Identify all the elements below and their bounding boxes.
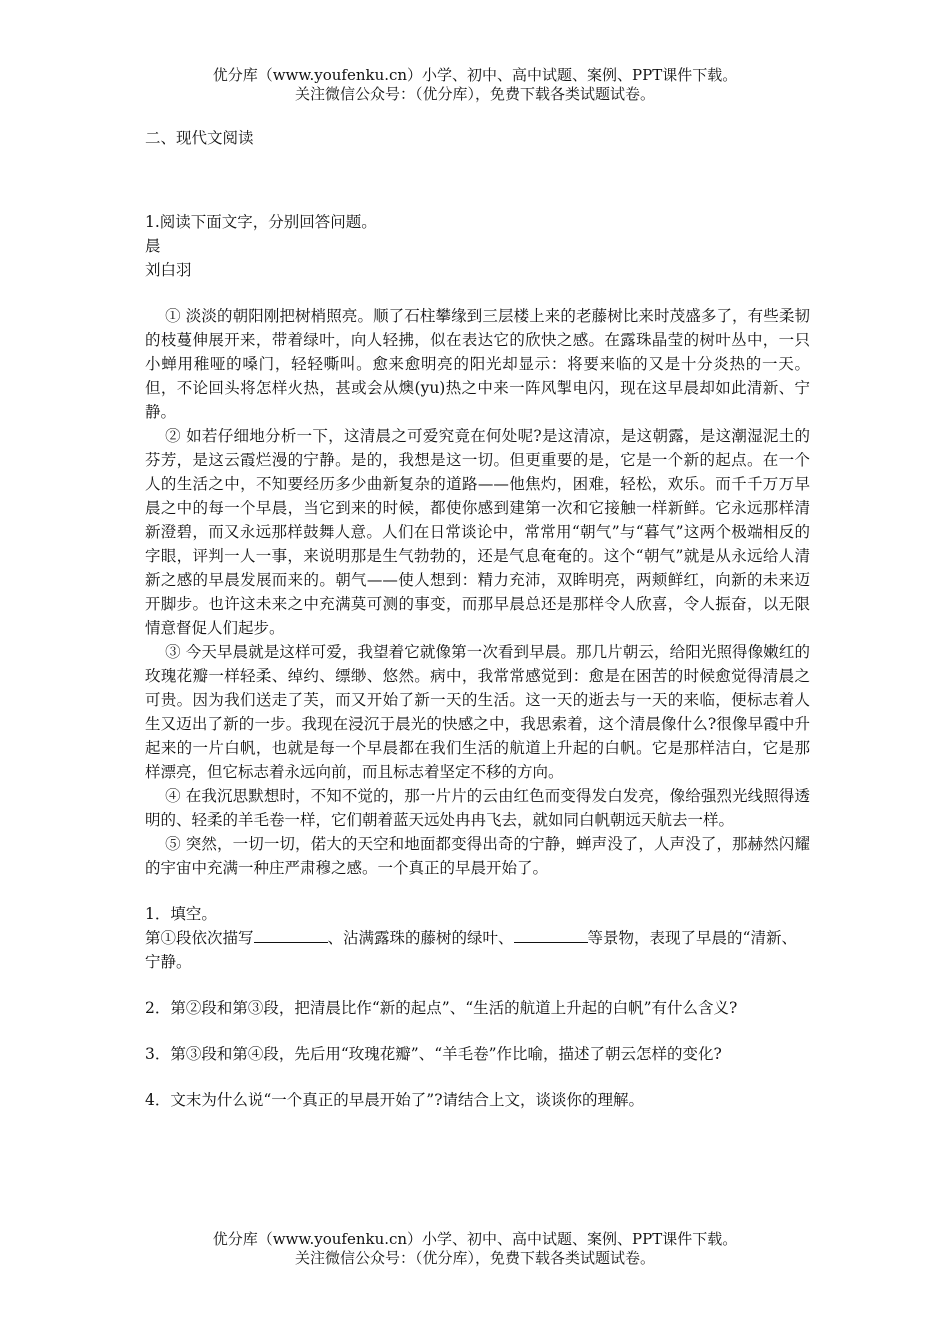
paragraph-3: ③ 今天早晨就是这样可爱，我望着它就像第一次看到早晨。那几片朝云，给阳光照得像嫩红的玫瑰花瓣一样轻柔、绰约、缥缈、悠然。病中，我常常感觉到：愈是在困苦的时候愈觉得清晨之可贵。因为我们送走了芙，而又开始了新一天的生活。这一天的逝去与一天的来临，便标志着人生又迈出了新的一步。我现在浸沉于晨光的快感之中，我思索着，这个清晨像什么?很像早霞中升起来的一片白帆，也就是每一个早晨都在我们生活的航道上升起的白帆。它是那样洁白，它是那样漂亮，但它标志着永远向前，而且标志着坚定不移的方向。 (145, 643, 810, 781)
footer-line-2: 关注微信公众号：（优分库），免费下载各类试题试卷。 (294, 1249, 655, 1267)
question-3: 3．第③段和第④段，先后用“玫瑰花瓣”、“羊毛卷”作比喻，描述了朝云怎样的变化? (145, 1045, 722, 1063)
document-body (145, 126, 810, 1112)
question-1-part-1: 第①段依次描写 (145, 929, 254, 947)
section-title: 二、现代文阅读 (145, 129, 254, 147)
reading-intro: 1.阅读下面文字，分别回答问题。 (145, 213, 377, 231)
article-author: 刘白羽 (145, 261, 192, 279)
paragraph-2: ② 如若仔细地分析一下，这清晨之可爱究竟在何处呢?是这清凉，是这朝露，是这潮湿泥土的芬芳，是这云霞烂漫的宁静。是的，我想是这一切。但更重要的是，它是一个新的起点。在一个人的生活之中，不知要经历多少曲新复杂的道路——他焦灼，困难，轻松，欢乐。而千千万万早晨之中的每一个早晨，当它到来的时候，都使你感到建第一次和它接触一样新鲜。它永远那样清新澄碧，而又永远那样鼓舞人意。人们在日常谈论中，常常用“朝气”与“暮气”这两个极端相反的字眼，评判一人一事，来说明那是生气勃勃的，还是气息奄奄的。这个“朝气”就是从永远给人清新之感的早晨发展而来的。朝气——使人想到：精力充沛，双眸明亮，两颊鲜红，向新的未来迈开脚步。也许这未来之中充满莫可测的事变，而那早晨总还是那样令人欣喜，令人振奋，以无限情意督促人们起步。 (145, 427, 810, 637)
answer-blank-2[interactable] (514, 928, 588, 943)
page-header (0, 66, 950, 104)
article-title: 晨 (145, 237, 161, 255)
paragraph-5: ⑤ 突然，一切一切，偌大的天空和地面都变得出奇的宁静，蝉声没了，人声没了，那赫然闪耀的宇宙中充满一种庄严肃穆之感。一个真正的早晨开始了。 (145, 835, 810, 877)
header-line-1: 优分库（www.youfenku.cn）小学、初中、高中试题、案例、PPT课件下载。 (212, 66, 738, 84)
page-footer (0, 1230, 950, 1268)
question-1-body (145, 926, 810, 974)
question-1-title: 1．填空。 (145, 905, 217, 923)
paragraph-1: ① 淡淡的朝阳刚把树梢照亮。顺了石柱攀缘到三层楼上来的老藤树比来时茂盛多了，有些柔韧的枝蔓伸展开来，带着绿叶，向人轻拂，似在表达它的欣快之感。在露珠晶莹的树叶丛中，一只小蝉用稚哑的嗓门，轻轻嘶叫。愈来愈明亮的阳光却显示：将要来临的又是十分炎热的一天。但，不论回头将怎样火热，甚或会从燠(yu)热之中来一阵风掣电闪，现在这早晨却如此清新、宁静。 (145, 307, 810, 421)
question-1-part-2: 、沾满露珠的藤树的绿叶、 (327, 929, 514, 947)
question-1-part-3: 等景物，表现了早晨的“清新、宁静。 (145, 929, 797, 971)
answer-blank-1[interactable] (254, 928, 328, 943)
header-line-2: 关注微信公众号：（优分库），免费下载各类试题试卷。 (294, 85, 655, 103)
question-4: 4．文末为什么说“一个真正的早晨开始了”?请结合上文，谈谈你的理解。 (145, 1091, 645, 1109)
question-2: 2．第②段和第③段，把清晨比作“新的起点”、“生活的航道上升起的白帆”有什么含义? (145, 999, 738, 1017)
paragraph-4: ④ 在我沉思默想时，不知不觉的，那一片片的云由红色而变得发白发亮，像给强烈光线照得透明的、轻柔的羊毛卷一样，它们朝着蓝天远处冉冉飞去，就如同白帆朝远天航去一样。 (145, 787, 810, 829)
footer-line-1: 优分库（www.youfenku.cn）小学、初中、高中试题、案例、PPT课件下载。 (212, 1230, 738, 1248)
